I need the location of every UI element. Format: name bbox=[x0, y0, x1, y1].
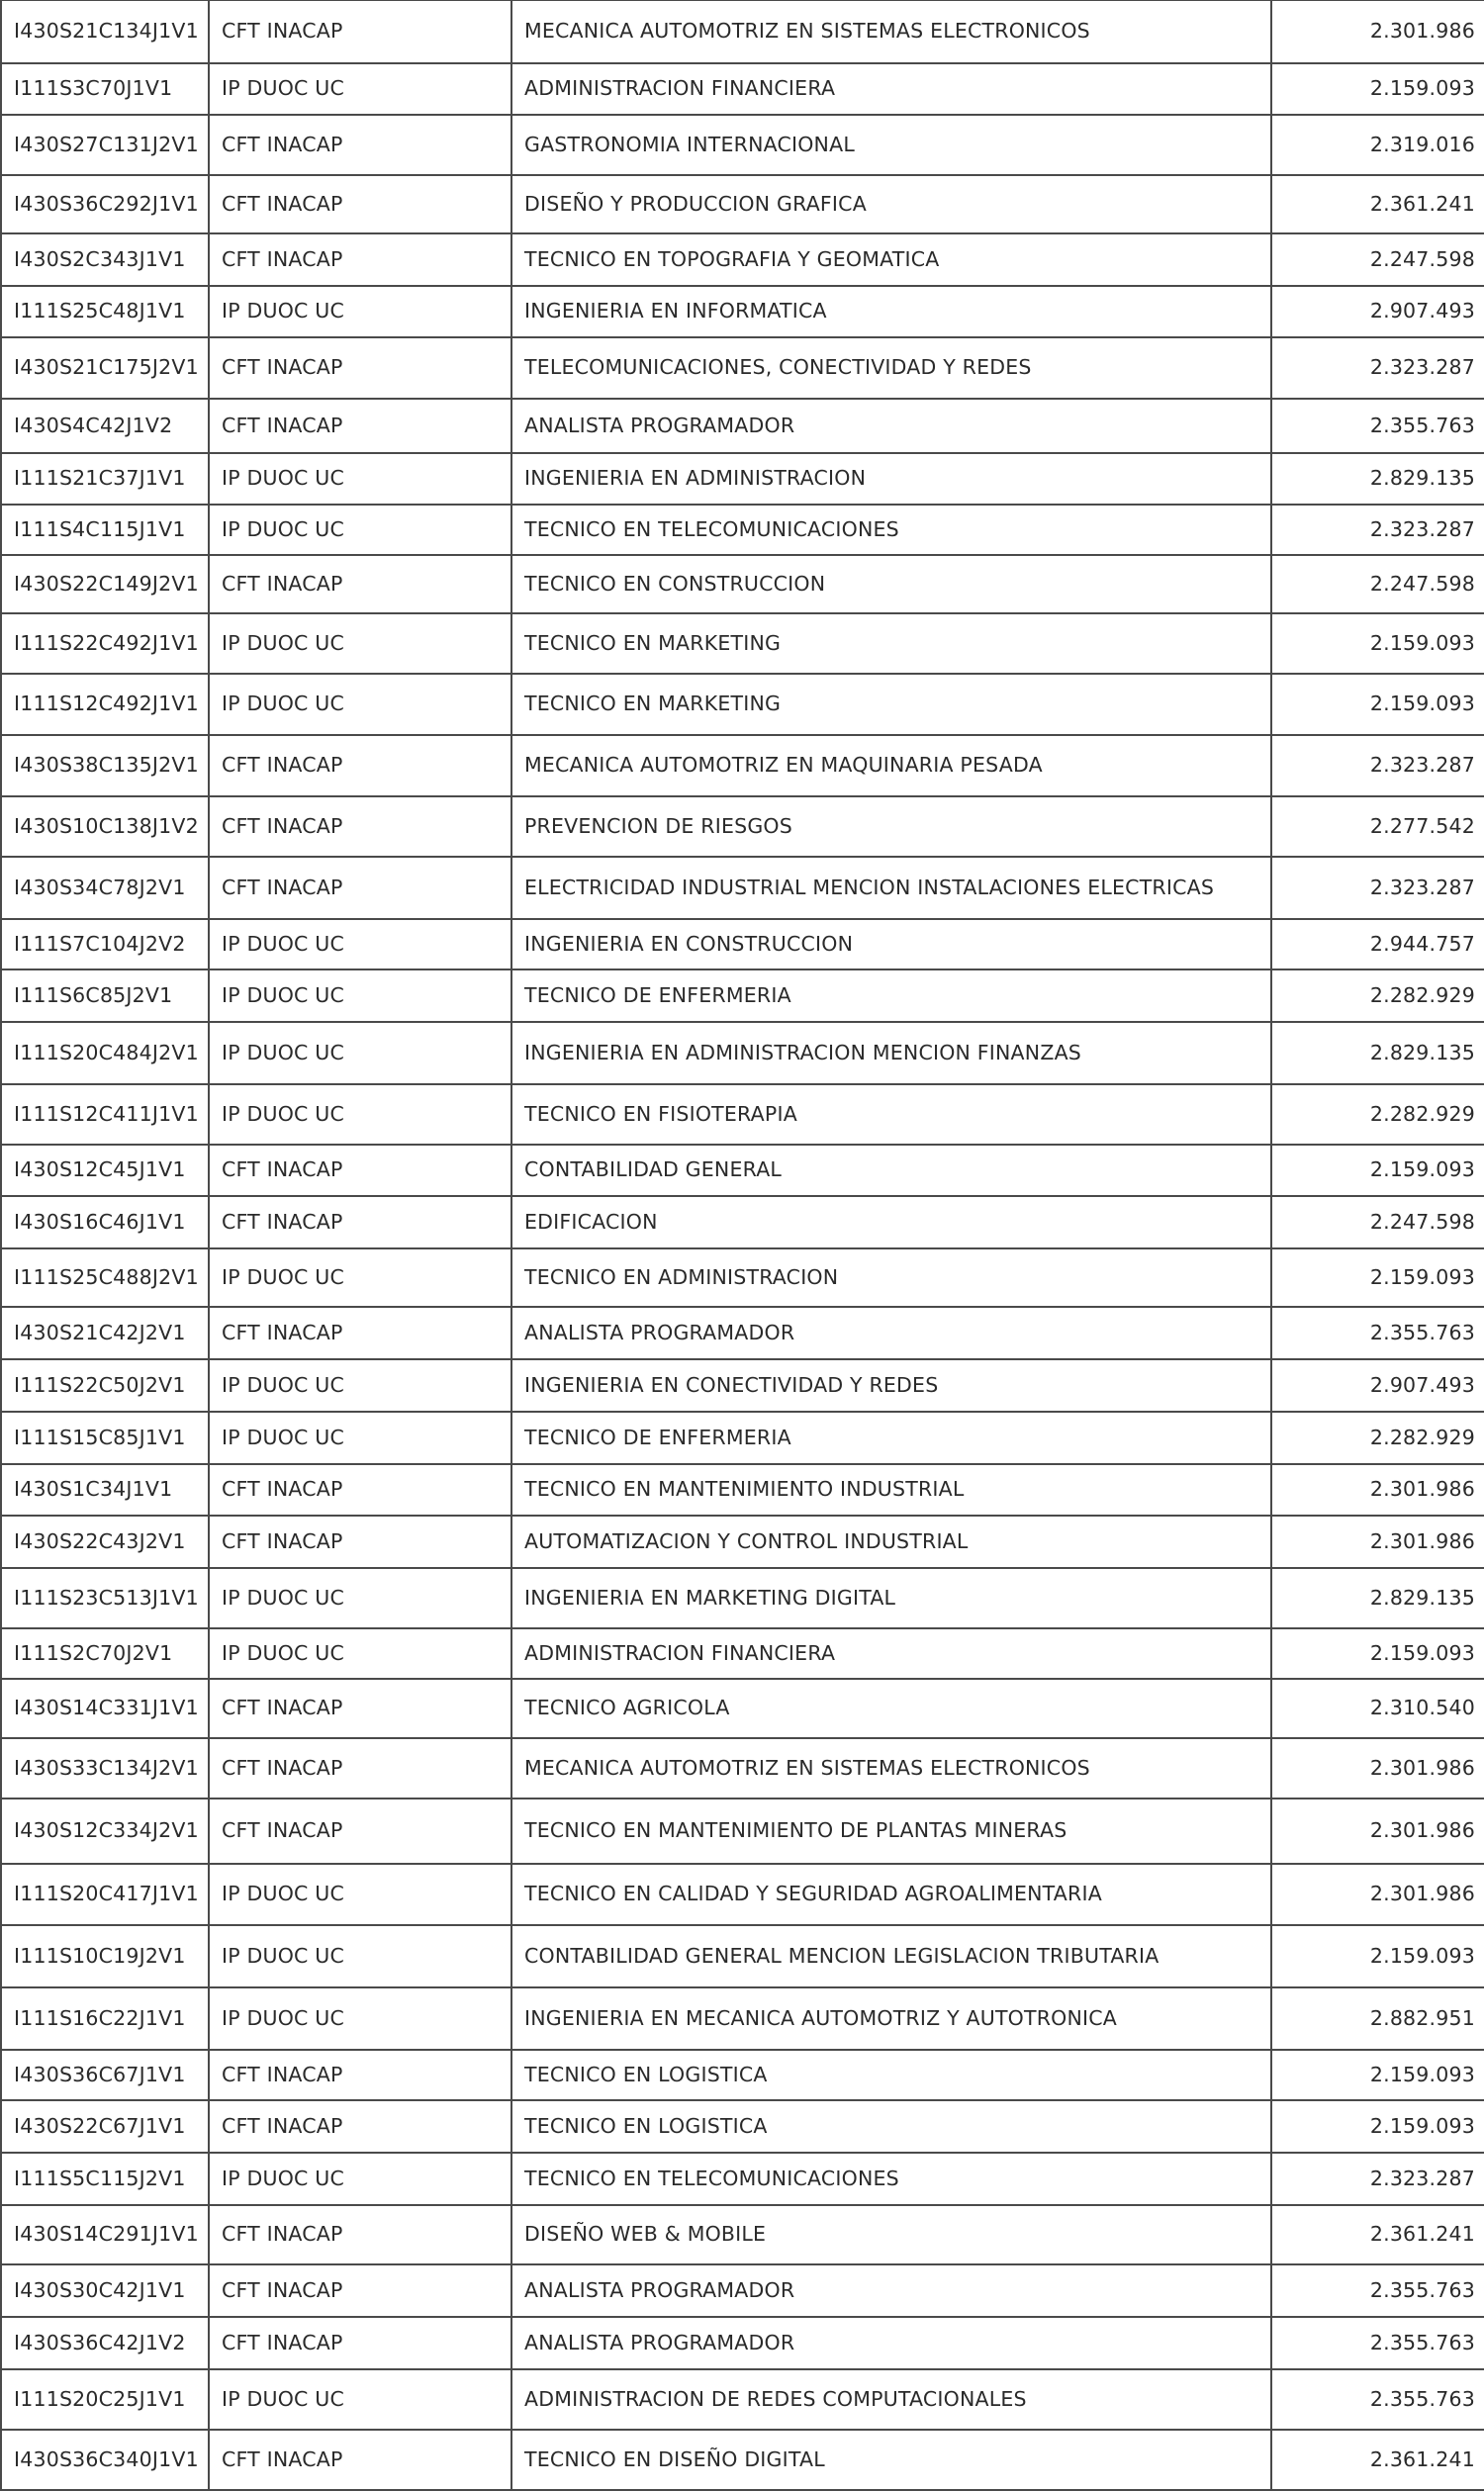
table-body bbox=[1, 0, 1484, 2490]
institution-cell: CFT INACAP bbox=[209, 2430, 511, 2490]
amount-cell: 2.310.540 bbox=[1271, 1679, 1484, 1738]
amount-cell: 2.282.929 bbox=[1271, 1084, 1484, 1145]
amount-cell: 2.355.763 bbox=[1271, 2264, 1484, 2317]
code-cell: I111S3C70J1V1 bbox=[1, 63, 209, 115]
career-cell: DISEÑO Y PRODUCCION GRAFICA bbox=[511, 175, 1271, 233]
career-cell: ADMINISTRACION FINANCIERA bbox=[511, 1628, 1271, 1679]
table-row bbox=[1, 2264, 1484, 2317]
institution-cell: IP DUOC UC bbox=[209, 1359, 511, 1412]
career-cell: MECANICA AUTOMOTRIZ EN SISTEMAS ELECTRONICOS bbox=[511, 1738, 1271, 1799]
amount-cell: 2.159.093 bbox=[1271, 1925, 1484, 1987]
amount-cell: 2.323.287 bbox=[1271, 505, 1484, 555]
career-cell: TECNICO EN MANTENIMIENTO INDUSTRIAL bbox=[511, 1464, 1271, 1516]
institution-cell: CFT INACAP bbox=[209, 1799, 511, 1864]
institution-cell: CFT INACAP bbox=[209, 857, 511, 919]
institution-cell: IP DUOC UC bbox=[209, 1084, 511, 1145]
code-cell: I430S22C43J2V1 bbox=[1, 1516, 209, 1568]
code-cell: I430S27C131J2V1 bbox=[1, 115, 209, 175]
institution-cell: IP DUOC UC bbox=[209, 286, 511, 337]
institution-cell: CFT INACAP bbox=[209, 1196, 511, 1248]
amount-cell: 2.247.598 bbox=[1271, 555, 1484, 613]
institution-cell: IP DUOC UC bbox=[209, 1628, 511, 1679]
amount-cell: 2.319.016 bbox=[1271, 115, 1484, 175]
institution-cell: CFT INACAP bbox=[209, 796, 511, 857]
career-cell: AUTOMATIZACION Y CONTROL INDUSTRIAL bbox=[511, 1516, 1271, 1568]
amount-cell: 2.301.986 bbox=[1271, 1738, 1484, 1799]
amount-cell: 2.361.241 bbox=[1271, 2430, 1484, 2490]
career-cell: TECNICO EN LOGISTICA bbox=[511, 2050, 1271, 2100]
institution-cell: IP DUOC UC bbox=[209, 1568, 511, 1628]
institution-cell: IP DUOC UC bbox=[209, 1864, 511, 1925]
institution-cell: CFT INACAP bbox=[209, 175, 511, 233]
table-row bbox=[1, 1628, 1484, 1679]
code-cell: I111S21C37J1V1 bbox=[1, 453, 209, 505]
table-row bbox=[1, 1864, 1484, 1925]
code-cell: I430S1C34J1V1 bbox=[1, 1464, 209, 1516]
career-cell: DISEÑO WEB & MOBILE bbox=[511, 2205, 1271, 2264]
code-cell: I430S14C291J1V1 bbox=[1, 2205, 209, 2264]
code-cell: I430S10C138J1V2 bbox=[1, 796, 209, 857]
table-row bbox=[1, 857, 1484, 919]
amount-cell: 2.277.542 bbox=[1271, 796, 1484, 857]
amount-cell: 2.159.093 bbox=[1271, 2100, 1484, 2153]
amount-cell: 2.247.598 bbox=[1271, 1196, 1484, 1248]
career-cell: TECNICO EN MARKETING bbox=[511, 674, 1271, 735]
code-cell: I430S34C78J2V1 bbox=[1, 857, 209, 919]
career-cell: ANALISTA PROGRAMADOR bbox=[511, 399, 1271, 453]
career-cell: TECNICO EN LOGISTICA bbox=[511, 2100, 1271, 2153]
amount-cell: 2.282.929 bbox=[1271, 1412, 1484, 1464]
code-cell: I430S21C134J1V1 bbox=[1, 0, 209, 63]
code-cell: I430S38C135J2V1 bbox=[1, 735, 209, 796]
code-cell: I430S21C42J2V1 bbox=[1, 1307, 209, 1359]
code-cell: I430S22C149J2V1 bbox=[1, 555, 209, 613]
amount-cell: 2.829.135 bbox=[1271, 453, 1484, 505]
institution-cell: CFT INACAP bbox=[209, 2317, 511, 2369]
table-row bbox=[1, 1464, 1484, 1516]
code-cell: I111S10C19J2V1 bbox=[1, 1925, 209, 1987]
table-row bbox=[1, 1307, 1484, 1359]
amount-cell: 2.323.287 bbox=[1271, 735, 1484, 796]
table-row bbox=[1, 674, 1484, 735]
table-row bbox=[1, 2153, 1484, 2205]
institution-cell: CFT INACAP bbox=[209, 555, 511, 613]
table-row bbox=[1, 1022, 1484, 1084]
institution-cell: IP DUOC UC bbox=[209, 505, 511, 555]
table-row bbox=[1, 2317, 1484, 2369]
career-cell: TECNICO EN FISIOTERAPIA bbox=[511, 1084, 1271, 1145]
amount-cell: 2.282.929 bbox=[1271, 969, 1484, 1022]
institution-cell: CFT INACAP bbox=[209, 2264, 511, 2317]
amount-cell: 2.159.093 bbox=[1271, 674, 1484, 735]
institution-cell: CFT INACAP bbox=[209, 1145, 511, 1196]
institution-cell: CFT INACAP bbox=[209, 1464, 511, 1516]
table-row bbox=[1, 2050, 1484, 2100]
amount-cell: 2.159.093 bbox=[1271, 1628, 1484, 1679]
career-cell: ELECTRICIDAD INDUSTRIAL MENCION INSTALACIONES ELECTRICAS bbox=[511, 857, 1271, 919]
table-row bbox=[1, 613, 1484, 674]
code-cell: I430S21C175J2V1 bbox=[1, 337, 209, 399]
career-cell: TECNICO EN ADMINISTRACION bbox=[511, 1248, 1271, 1307]
career-cell: TECNICO EN MANTENIMIENTO DE PLANTAS MINERAS bbox=[511, 1799, 1271, 1864]
code-cell: I430S12C45J1V1 bbox=[1, 1145, 209, 1196]
code-cell: I111S5C115J2V1 bbox=[1, 2153, 209, 2205]
amount-cell: 2.323.287 bbox=[1271, 337, 1484, 399]
code-cell: I430S33C134J2V1 bbox=[1, 1738, 209, 1799]
table-row bbox=[1, 2100, 1484, 2153]
institution-cell: IP DUOC UC bbox=[209, 1248, 511, 1307]
amount-cell: 2.355.763 bbox=[1271, 2369, 1484, 2430]
career-cell: MECANICA AUTOMOTRIZ EN MAQUINARIA PESADA bbox=[511, 735, 1271, 796]
table-row bbox=[1, 399, 1484, 453]
career-cell: INGENIERIA EN MARKETING DIGITAL bbox=[511, 1568, 1271, 1628]
code-cell: I111S22C492J1V1 bbox=[1, 613, 209, 674]
amount-cell: 2.907.493 bbox=[1271, 286, 1484, 337]
table-row bbox=[1, 1799, 1484, 1864]
table-row bbox=[1, 233, 1484, 286]
career-cell: ADMINISTRACION FINANCIERA bbox=[511, 63, 1271, 115]
table-row bbox=[1, 1196, 1484, 1248]
career-cell: CONTABILIDAD GENERAL bbox=[511, 1145, 1271, 1196]
amount-cell: 2.829.135 bbox=[1271, 1022, 1484, 1084]
institution-cell: IP DUOC UC bbox=[209, 2369, 511, 2430]
amount-cell: 2.361.241 bbox=[1271, 2205, 1484, 2264]
amount-cell: 2.323.287 bbox=[1271, 2153, 1484, 2205]
table-row bbox=[1, 555, 1484, 613]
table-row bbox=[1, 2430, 1484, 2490]
career-cell: EDIFICACION bbox=[511, 1196, 1271, 1248]
career-cell: ANALISTA PROGRAMADOR bbox=[511, 2264, 1271, 2317]
career-cell: INGENIERIA EN ADMINISTRACION bbox=[511, 453, 1271, 505]
code-cell: I430S16C46J1V1 bbox=[1, 1196, 209, 1248]
table-row bbox=[1, 286, 1484, 337]
amount-cell: 2.159.093 bbox=[1271, 1248, 1484, 1307]
career-cell: ADMINISTRACION DE REDES COMPUTACIONALES bbox=[511, 2369, 1271, 2430]
code-cell: I111S15C85J1V1 bbox=[1, 1412, 209, 1464]
institution-cell: CFT INACAP bbox=[209, 2205, 511, 2264]
code-cell: I111S12C492J1V1 bbox=[1, 674, 209, 735]
institution-cell: IP DUOC UC bbox=[209, 969, 511, 1022]
institution-cell: CFT INACAP bbox=[209, 399, 511, 453]
amount-cell: 2.301.986 bbox=[1271, 1464, 1484, 1516]
table-row bbox=[1, 969, 1484, 1022]
table-row bbox=[1, 175, 1484, 233]
amount-cell: 2.159.093 bbox=[1271, 613, 1484, 674]
table-row bbox=[1, 505, 1484, 555]
table-row bbox=[1, 115, 1484, 175]
career-cell: ANALISTA PROGRAMADOR bbox=[511, 1307, 1271, 1359]
career-cell: TECNICO EN CALIDAD Y SEGURIDAD AGROALIMENTARIA bbox=[511, 1864, 1271, 1925]
table-row bbox=[1, 1738, 1484, 1799]
institution-cell: IP DUOC UC bbox=[209, 63, 511, 115]
career-cell: INGENIERIA EN CONECTIVIDAD Y REDES bbox=[511, 1359, 1271, 1412]
institution-cell: CFT INACAP bbox=[209, 337, 511, 399]
career-cell: TECNICO DE ENFERMERIA bbox=[511, 969, 1271, 1022]
table-row bbox=[1, 735, 1484, 796]
institution-cell: CFT INACAP bbox=[209, 2050, 511, 2100]
amount-cell: 2.944.757 bbox=[1271, 919, 1484, 969]
career-cell: INGENIERIA EN INFORMATICA bbox=[511, 286, 1271, 337]
code-cell: I111S25C48J1V1 bbox=[1, 286, 209, 337]
amount-cell: 2.907.493 bbox=[1271, 1359, 1484, 1412]
institution-cell: IP DUOC UC bbox=[209, 674, 511, 735]
career-cell: TECNICO DE ENFERMERIA bbox=[511, 1412, 1271, 1464]
table-row bbox=[1, 1568, 1484, 1628]
career-cell: CONTABILIDAD GENERAL MENCION LEGISLACION TRIBUTARIA bbox=[511, 1925, 1271, 1987]
institution-cell: IP DUOC UC bbox=[209, 453, 511, 505]
table-row bbox=[1, 1412, 1484, 1464]
code-cell: I111S16C22J1V1 bbox=[1, 1987, 209, 2050]
table-row bbox=[1, 1516, 1484, 1568]
amount-cell: 2.301.986 bbox=[1271, 1799, 1484, 1864]
amount-cell: 2.361.241 bbox=[1271, 175, 1484, 233]
table-row bbox=[1, 1248, 1484, 1307]
table-row bbox=[1, 1359, 1484, 1412]
table-row bbox=[1, 337, 1484, 399]
career-cell: TECNICO EN MARKETING bbox=[511, 613, 1271, 674]
amount-cell: 2.159.093 bbox=[1271, 2050, 1484, 2100]
institution-cell: IP DUOC UC bbox=[209, 1022, 511, 1084]
table-row bbox=[1, 1679, 1484, 1738]
institution-cell: IP DUOC UC bbox=[209, 1987, 511, 2050]
table-row bbox=[1, 1987, 1484, 2050]
table-row bbox=[1, 2369, 1484, 2430]
table-row bbox=[1, 919, 1484, 969]
career-cell: TECNICO AGRICOLA bbox=[511, 1679, 1271, 1738]
table-row bbox=[1, 1925, 1484, 1987]
code-cell: I430S30C42J1V1 bbox=[1, 2264, 209, 2317]
career-cell: ANALISTA PROGRAMADOR bbox=[511, 2317, 1271, 2369]
institution-cell: IP DUOC UC bbox=[209, 919, 511, 969]
career-cell: TECNICO EN TOPOGRAFIA Y GEOMATICA bbox=[511, 233, 1271, 286]
code-cell: I430S4C42J1V2 bbox=[1, 399, 209, 453]
institution-cell: CFT INACAP bbox=[209, 1516, 511, 1568]
institution-cell: IP DUOC UC bbox=[209, 1925, 511, 1987]
institution-cell: IP DUOC UC bbox=[209, 1412, 511, 1464]
institution-cell: CFT INACAP bbox=[209, 115, 511, 175]
amount-cell: 2.355.763 bbox=[1271, 399, 1484, 453]
code-cell: I430S36C42J1V2 bbox=[1, 2317, 209, 2369]
table-row bbox=[1, 0, 1484, 63]
career-cell: INGENIERIA EN CONSTRUCCION bbox=[511, 919, 1271, 969]
code-cell: I430S36C292J1V1 bbox=[1, 175, 209, 233]
table-row bbox=[1, 1145, 1484, 1196]
amount-cell: 2.159.093 bbox=[1271, 63, 1484, 115]
career-cell: MECANICA AUTOMOTRIZ EN SISTEMAS ELECTRONICOS bbox=[511, 0, 1271, 63]
code-cell: I430S14C331J1V1 bbox=[1, 1679, 209, 1738]
code-cell: I430S12C334J2V1 bbox=[1, 1799, 209, 1864]
institution-cell: CFT INACAP bbox=[209, 2100, 511, 2153]
code-cell: I111S20C25J1V1 bbox=[1, 2369, 209, 2430]
institution-cell: IP DUOC UC bbox=[209, 2153, 511, 2205]
career-cell: INGENIERIA EN MECANICA AUTOMOTRIZ Y AUTOTRONICA bbox=[511, 1987, 1271, 2050]
code-cell: I111S20C417J1V1 bbox=[1, 1864, 209, 1925]
amount-cell: 2.301.986 bbox=[1271, 0, 1484, 63]
institution-cell: CFT INACAP bbox=[209, 0, 511, 63]
institution-cell: CFT INACAP bbox=[209, 1679, 511, 1738]
career-cell: TELECOMUNICACIONES, CONECTIVIDAD Y REDES bbox=[511, 337, 1271, 399]
career-cell: GASTRONOMIA INTERNACIONAL bbox=[511, 115, 1271, 175]
career-cell: PREVENCION DE RIESGOS bbox=[511, 796, 1271, 857]
institution-cell: CFT INACAP bbox=[209, 1307, 511, 1359]
code-cell: I430S22C67J1V1 bbox=[1, 2100, 209, 2153]
institution-cell: CFT INACAP bbox=[209, 735, 511, 796]
code-cell: I430S2C343J1V1 bbox=[1, 233, 209, 286]
amount-cell: 2.301.986 bbox=[1271, 1516, 1484, 1568]
code-cell: I111S2C70J2V1 bbox=[1, 1628, 209, 1679]
amount-cell: 2.323.287 bbox=[1271, 857, 1484, 919]
code-cell: I111S22C50J2V1 bbox=[1, 1359, 209, 1412]
code-cell: I111S7C104J2V2 bbox=[1, 919, 209, 969]
code-cell: I111S25C488J2V1 bbox=[1, 1248, 209, 1307]
table-row bbox=[1, 796, 1484, 857]
code-cell: I111S6C85J2V1 bbox=[1, 969, 209, 1022]
table-row bbox=[1, 2205, 1484, 2264]
table-row bbox=[1, 63, 1484, 115]
code-cell: I111S12C411J1V1 bbox=[1, 1084, 209, 1145]
institution-cell: CFT INACAP bbox=[209, 1738, 511, 1799]
career-cell: TECNICO EN DISEÑO DIGITAL bbox=[511, 2430, 1271, 2490]
table-row bbox=[1, 453, 1484, 505]
code-cell: I430S36C67J1V1 bbox=[1, 2050, 209, 2100]
amount-cell: 2.247.598 bbox=[1271, 233, 1484, 286]
career-cell: INGENIERIA EN ADMINISTRACION MENCION FINANZAS bbox=[511, 1022, 1271, 1084]
career-cell: TECNICO EN CONSTRUCCION bbox=[511, 555, 1271, 613]
career-cell: TECNICO EN TELECOMUNICACIONES bbox=[511, 505, 1271, 555]
code-cell: I111S20C484J2V1 bbox=[1, 1022, 209, 1084]
amount-cell: 2.355.763 bbox=[1271, 2317, 1484, 2369]
amount-cell: 2.159.093 bbox=[1271, 1145, 1484, 1196]
institution-cell: IP DUOC UC bbox=[209, 613, 511, 674]
amount-cell: 2.301.986 bbox=[1271, 1864, 1484, 1925]
career-cell: TECNICO EN TELECOMUNICACIONES bbox=[511, 2153, 1271, 2205]
amount-cell: 2.882.951 bbox=[1271, 1987, 1484, 2050]
amount-cell: 2.355.763 bbox=[1271, 1307, 1484, 1359]
code-cell: I430S36C340J1V1 bbox=[1, 2430, 209, 2490]
code-cell: I111S4C115J1V1 bbox=[1, 505, 209, 555]
table-row bbox=[1, 1084, 1484, 1145]
institution-cell: CFT INACAP bbox=[209, 233, 511, 286]
amount-cell: 2.829.135 bbox=[1271, 1568, 1484, 1628]
code-cell: I111S23C513J1V1 bbox=[1, 1568, 209, 1628]
